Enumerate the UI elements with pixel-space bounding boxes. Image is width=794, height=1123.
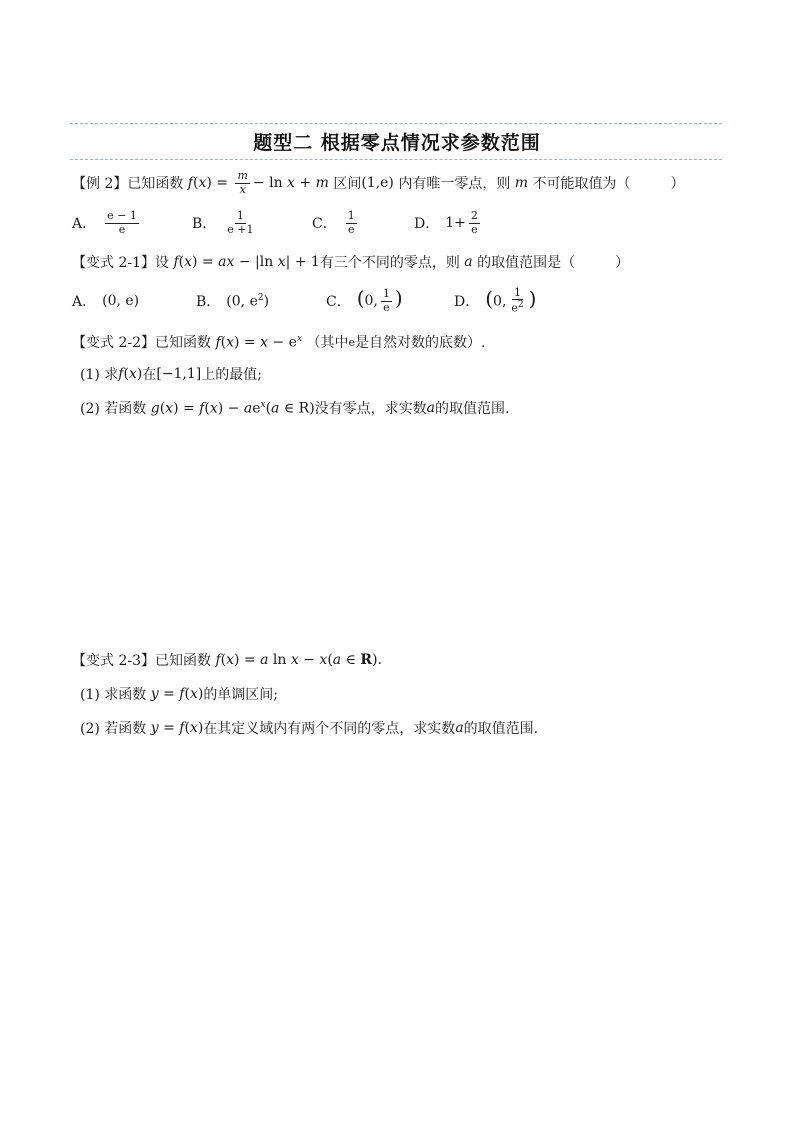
variant-2-2-stem <box>72 332 485 352</box>
option-c-label: C． <box>326 294 351 310</box>
option-d-label: D． <box>454 294 480 310</box>
example-2-stem-e: ） <box>670 176 685 193</box>
variant-2-1-label: 【变式 2-1】 <box>72 255 155 271</box>
option-b-label: B． <box>192 216 217 232</box>
variant-2-3-question-2 <box>80 718 538 738</box>
option-a-label: A． <box>72 294 97 310</box>
formula-e: e <box>348 335 355 349</box>
variant-2-3-q1-a: (1) 求函数 <box>80 687 147 703</box>
formula-a: a <box>455 720 464 736</box>
option-a-formula: $\frac{e - 1}{e}$ <box>107 208 137 236</box>
option-a[interactable] <box>72 291 139 311</box>
option-d-formula: 1+ $\frac{2}{e}$ <box>445 208 478 236</box>
variant-2-2-q2-c: 的取值范围. <box>435 401 510 417</box>
variant-2-2-question-2 <box>80 398 509 418</box>
formula-a: a <box>459 254 478 270</box>
option-b-label: B． <box>196 294 221 310</box>
variant-2-3-q2-b: 在其定义域内有两个不同的零点，求实数 <box>203 721 456 737</box>
variant-2-1-stem-c: 的取值范围是（ <box>477 255 576 271</box>
option-b[interactable] <box>192 210 259 236</box>
example-2-stem <box>72 170 685 196</box>
example-2-stem-b: 区间 <box>333 176 362 193</box>
variant-2-1-stem-d: ） <box>615 255 630 271</box>
example-2-stem-a: 已知函数 <box>127 176 184 193</box>
variant-2-2-stem-c: 是自然对数的底数）. <box>354 335 486 351</box>
option-a-formula: (0, e) <box>102 293 140 309</box>
example-2-stem-d: 不可能取值为（ <box>532 176 631 193</box>
formula-fx-def: f(x) = $\frac{m}{x}$ − ln x + m <box>183 169 334 196</box>
bottom-dashed-rule <box>70 159 722 160</box>
formula-fx-ax-abs-lnx: f(x) = ax − |ln x| + 1 <box>169 254 320 270</box>
formula-fx-alnx-x: f(x) = a ln x − x(a ∈ R) <box>211 652 378 668</box>
formula-gx: $g(x) = f(x) - ae^x(a$ ∈ R) <box>146 399 315 417</box>
option-d[interactable] <box>454 287 536 316</box>
option-d[interactable] <box>414 210 483 236</box>
option-a[interactable] <box>72 210 142 236</box>
option-c-label: C． <box>312 216 337 232</box>
option-b-formula: $\frac{1}{e +1}$ <box>227 208 254 236</box>
variant-2-2-q1-a: (1) 求 <box>80 367 119 383</box>
variant-2-2-label: 【变式 2-2】 <box>72 335 155 351</box>
option-c-formula: (0, $\frac{1}{e}$ ) <box>356 286 403 314</box>
option-c-formula: $\frac{1}{e}$ <box>347 208 355 236</box>
example-2-options <box>72 206 572 240</box>
option-d-label: D． <box>414 216 440 232</box>
formula-fx-x-minus-ex: $f(x) = x - e^x$ <box>211 333 303 351</box>
option-c[interactable] <box>312 210 360 236</box>
formula-interval-neg1-1: [−1,1] <box>156 366 202 382</box>
variant-2-3-question-1 <box>80 684 278 704</box>
formula-fx: f(x) <box>118 366 143 382</box>
variant-2-2-q1-c: 上的最值; <box>201 367 262 383</box>
variant-2-2-stem-a: 已知函数 <box>155 335 211 351</box>
variant-2-3-stem-b: . <box>377 652 382 668</box>
formula-a: a <box>426 400 436 416</box>
variant-2-1-stem-b: 有三个不同的零点，则 <box>319 255 460 271</box>
variant-2-2-q2-b: 没有零点，求实数 <box>314 401 427 417</box>
variant-2-3-stem-a: 已知函数 <box>155 653 211 669</box>
variant-2-2-stem-b: （其中 <box>306 335 349 351</box>
formula-m: m <box>510 175 533 192</box>
option-d-formula: (0, $\frac{1}{e^2}$ ) <box>485 285 537 315</box>
formula-y-fx: y = f(x) <box>146 686 204 702</box>
variant-2-2-q1-b: 在 <box>142 367 157 383</box>
variant-2-3-label: 【变式 2-3】 <box>72 653 155 669</box>
formula-y-fx: y = f(x) <box>146 720 204 736</box>
variant-2-1-options <box>72 284 592 318</box>
example-2-label: 【例 2】 <box>72 176 128 193</box>
variant-2-1-stem <box>72 252 629 272</box>
example-2-stem-c: 内有唯一零点，则 <box>398 176 511 193</box>
variant-2-3-q2-a: (2) 若函数 <box>80 721 147 737</box>
variant-2-3-q2-c: 的取值范围. <box>463 721 539 737</box>
option-b[interactable] <box>196 291 269 311</box>
fraction-m-over-x: $\frac{m}{x}$ <box>237 169 248 196</box>
option-b-formula: (0, $e^2$) <box>226 292 270 310</box>
option-a-label: A． <box>72 216 97 232</box>
variant-2-2-q2-a: (2) 若函数 <box>80 401 147 417</box>
variant-2-3-q1-b: 的单调区间; <box>203 687 279 703</box>
top-dashed-rule <box>70 123 722 124</box>
section-title: 题型二 根据零点情况求参数范围 <box>253 132 541 154</box>
variant-2-2-question-1 <box>80 364 262 384</box>
variant-2-1-stem-a: 设 <box>155 255 169 271</box>
option-c[interactable] <box>326 288 403 314</box>
variant-2-3-stem <box>72 650 382 670</box>
formula-interval-1-e: (1,e) <box>361 175 394 192</box>
